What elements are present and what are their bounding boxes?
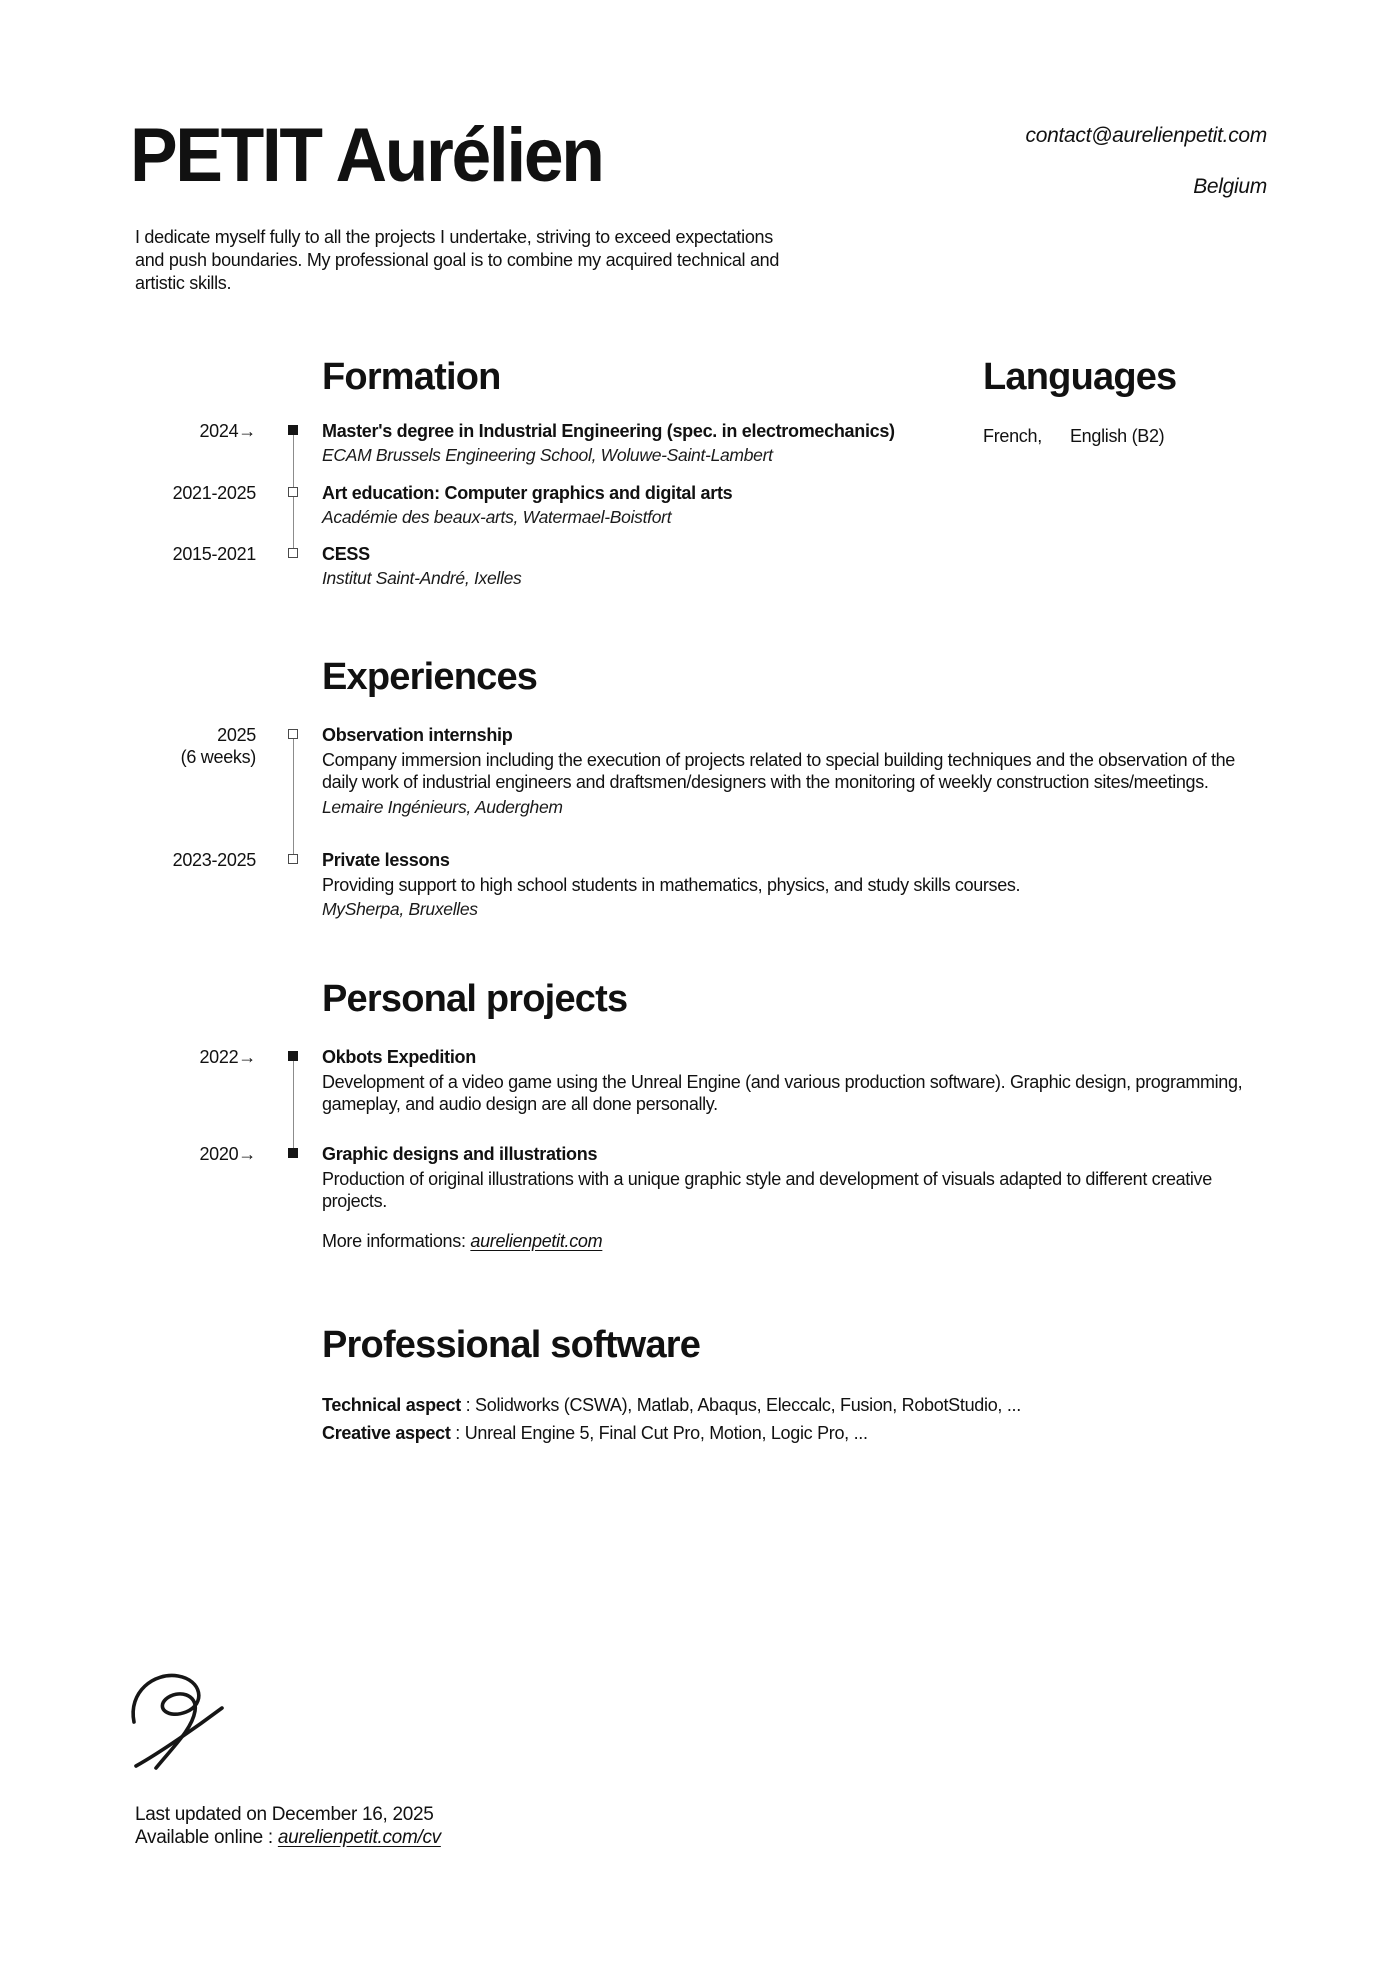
entry-date: 2023-2025 — [172, 850, 256, 870]
section-heading-professional-software: Professional software — [322, 1324, 701, 1366]
entry-institution: ECAM Brussels Engineering School, Woluwe-Saint-Lambert — [322, 445, 773, 465]
entry-date: 2021-2025 — [172, 483, 256, 503]
available-online-line — [135, 1826, 441, 1849]
section-heading-languages: Languages — [983, 356, 1177, 398]
software-label: Creative aspect — [322, 1422, 451, 1443]
projects-timeline-line — [293, 1056, 294, 1154]
entry-date: 2020→ — [199, 1144, 256, 1164]
summary-line: artistic skills. — [135, 273, 232, 294]
entry-title: Master's degree in Industrial Engineering (spec. in electromechanics) — [322, 421, 895, 441]
timeline-marker-hollow-icon — [288, 487, 298, 497]
available-online-prefix: Available online : — [135, 1827, 278, 1848]
entry-institution: MySherpa, Bruxelles — [322, 899, 478, 920]
experiences-timeline-line — [293, 734, 294, 860]
signature — [126, 1664, 236, 1784]
entry-description: Development of a video game using the Unreal Engine (and various production software). Graphic design, programming, gameplay, and audio design are all done personally. — [322, 1072, 1243, 1115]
software-values: Unreal Engine 5, Final Cut Pro, Motion, Logic Pro, ... — [464, 1422, 868, 1443]
software-line — [322, 1420, 1021, 1448]
summary-line: and push boundaries. My professional goal is to combine my acquired technical and — [135, 250, 780, 271]
software-separator: : — [450, 1422, 465, 1443]
contact-email[interactable]: contact@aurelienpetit.com — [1025, 124, 1267, 147]
summary-text — [135, 226, 779, 296]
timeline-marker-hollow-icon — [288, 548, 298, 558]
entry-description: Company immersion including the execution of projects related to special building techniques and the observation of the daily work of industrial engineers and draftsmen/designers with the monitoring of weekly construction sites/meetings. — [322, 750, 1235, 793]
language-item: French, — [983, 426, 1042, 446]
more-informations-prefix: More informations: — [322, 1231, 471, 1251]
location-label: Belgium — [1193, 175, 1267, 198]
timeline-marker-hollow-icon — [288, 854, 298, 864]
timeline-marker-filled-icon — [288, 1148, 298, 1158]
entry-title: Graphic designs and illustrations — [322, 1144, 598, 1164]
software-separator: : — [460, 1395, 476, 1415]
page-title: PETIT Aurélien — [130, 113, 603, 198]
languages-list — [983, 426, 1192, 447]
entry-date: 2024→ — [199, 421, 256, 441]
entry-title: Private lessons — [322, 850, 450, 870]
entry-institution: Institut Saint-André, Ixelles — [322, 568, 522, 588]
signature-scribble-icon — [126, 1664, 236, 1779]
software-label: Technical aspect — [322, 1395, 461, 1415]
entry-title: Observation internship — [322, 725, 513, 745]
entry-title: Okbots Expedition — [322, 1047, 476, 1067]
software-list — [322, 1392, 1021, 1447]
entry-institution: Académie des beaux-arts, Watermael-Boistfort — [322, 507, 672, 527]
section-heading-experiences: Experiences — [322, 656, 538, 698]
last-updated-text: Last updated on December 16, 2025 — [135, 1804, 434, 1825]
cv-online-link[interactable]: aurelienpetit.com/cv — [277, 1827, 441, 1848]
timeline-marker-filled-icon — [288, 1051, 298, 1061]
software-values: Solidworks (CSWA), Matlab, Abaqus, Eleccalc, Fusion, RobotStudio, ... — [475, 1395, 1021, 1415]
entry-title: CESS — [322, 544, 370, 564]
section-heading-formation: Formation — [322, 356, 501, 398]
entry-date-duration: (6 weeks) — [180, 747, 256, 767]
software-line — [322, 1392, 1021, 1420]
footer — [135, 1803, 441, 1849]
portfolio-link[interactable]: aurelienpetit.com — [470, 1231, 603, 1251]
entry-title: Art education: Computer graphics and digital arts — [322, 483, 733, 503]
entry-date — [105, 724, 256, 768]
entry-date: 2015-2021 — [172, 544, 256, 564]
section-heading-personal-projects: Personal projects — [322, 978, 628, 1020]
entry-description: Providing support to high school students in mathematics, physics, and study skills courses. — [322, 875, 1021, 895]
timeline-marker-filled-icon — [288, 425, 298, 435]
more-informations — [322, 1231, 602, 1252]
entry-date-year: 2025 — [217, 725, 256, 745]
entry-institution: Lemaire Ingénieurs, Auderghem — [322, 796, 563, 817]
language-item: English (B2) — [1069, 426, 1165, 446]
timeline-marker-hollow-icon — [288, 729, 298, 739]
entry-description: Production of original illustrations with a unique graphic style and development of visuals adapted to different creative projects. — [322, 1169, 1212, 1212]
summary-line: I dedicate myself fully to all the projects I undertake, striving to exceed expectations — [135, 227, 773, 247]
entry-date: 2022→ — [199, 1047, 256, 1067]
